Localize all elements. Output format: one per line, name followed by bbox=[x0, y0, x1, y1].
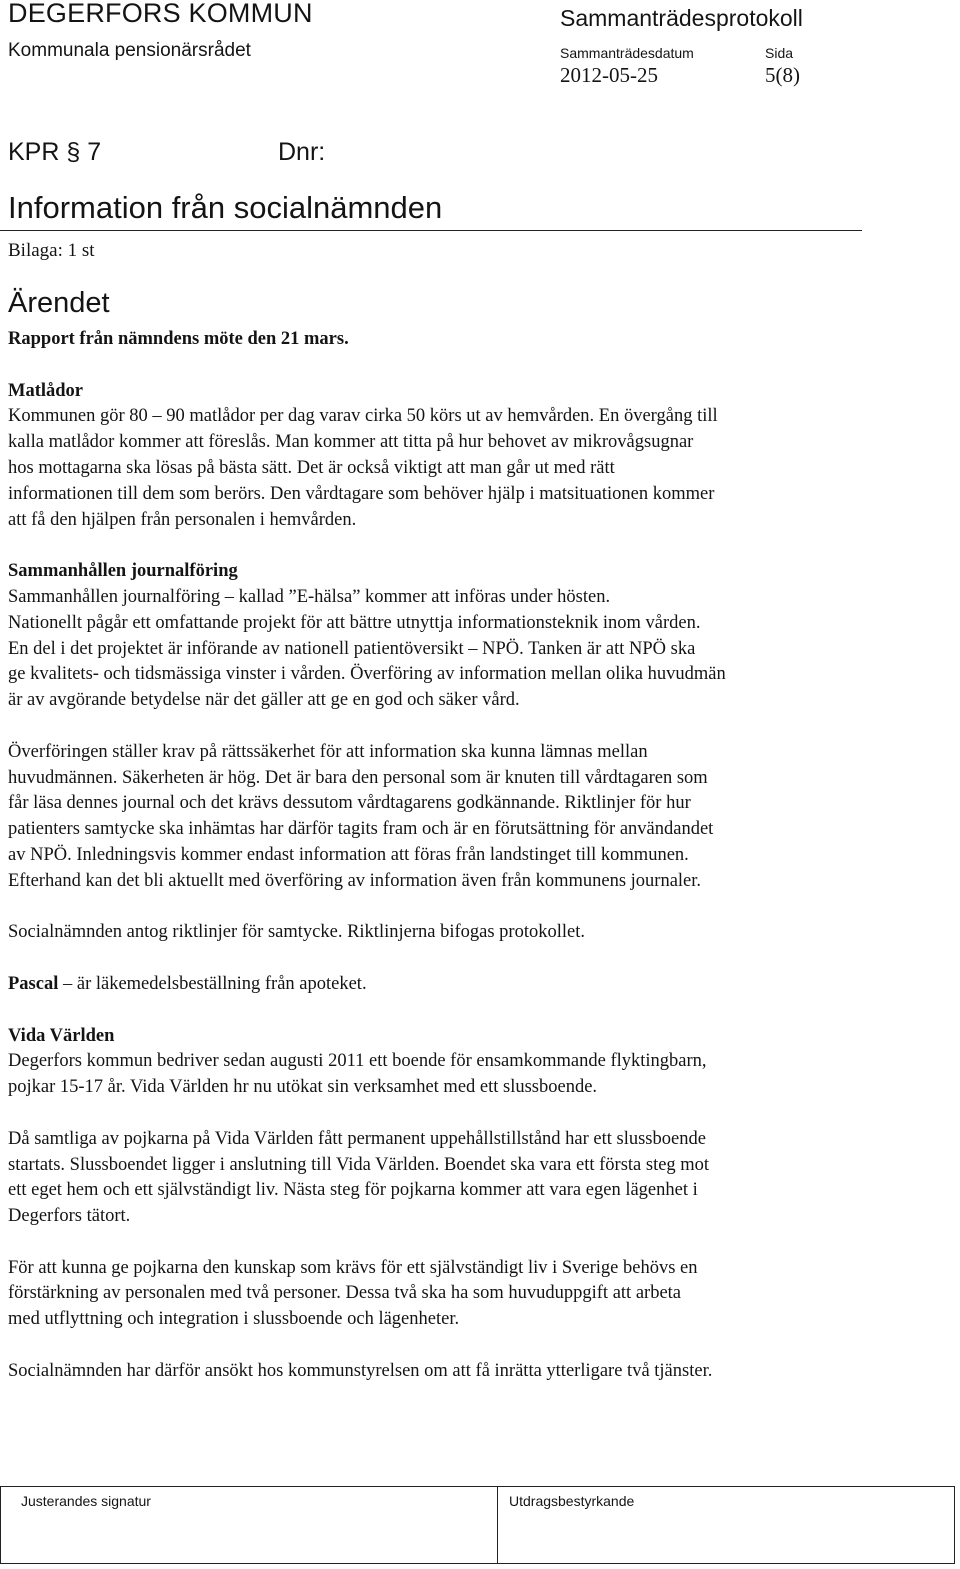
paragraph-line: ge kvalitets- och tidsmässiga vinster i vården. Överföring av information mellan olika huvudmän bbox=[8, 664, 726, 685]
journal-paragraph-1 bbox=[8, 585, 948, 714]
paragraph-line: Nationellt pågår ett omfattande projekt för att bättre utnyttja informationsteknik inom vården. bbox=[8, 612, 701, 633]
pascal-paragraph bbox=[8, 972, 948, 998]
paragraph-line: Då samtliga av pojkarna på Vida Världen fått permanent uppehållstillstånd har ett slussboende bbox=[8, 1128, 706, 1149]
paragraph-line: startats. Slussboendet ligger i anslutning till Vida Världen. Boendet ska vara ett första steg mot bbox=[8, 1154, 710, 1175]
paragraph-line: får läsa dennes journal och det krävs dessutom vårdtagarens godkännande. Riktlinjer för hur bbox=[8, 793, 691, 814]
paragraph-line: En del i det projektet är införande av nationell patientöversikt – NPÖ. Tanken är att NPÖ ska bbox=[8, 638, 696, 659]
paragraph-line: ett eget hem och ett självständigt liv. Nästa steg för pojkarna kommer att vara egen lägenhet i bbox=[8, 1180, 698, 1201]
signature-box bbox=[0, 1486, 955, 1564]
report-title: Rapport från nämndens möte den 21 mars. bbox=[8, 329, 349, 349]
paragraph-line: med utflyttning och integration i slussboende och lägenheter. bbox=[8, 1309, 460, 1330]
paragraph-line: huvudmännen. Säkerheten är hög. Det är bara den personal som är knuten till vårdtagaren som bbox=[8, 767, 708, 788]
dnr-label: Dnr: bbox=[278, 138, 326, 166]
matter-heading: Ärendet bbox=[8, 287, 110, 319]
meeting-date-label: Sammanträdesdatum bbox=[560, 45, 694, 61]
paragraph-line: pojkar 15-17 år. Vida Världen hr nu utökat sin verksamhet med ett slussboende. bbox=[8, 1077, 598, 1098]
paragraph-line: informationen till dem som berörs. Den vårdtagare som behöver hjälp i matsituationen kommer bbox=[8, 483, 715, 504]
pascal-term: Pascal bbox=[8, 973, 59, 994]
matladar-title: Matlådor bbox=[8, 380, 84, 401]
paragraph-line: Degerfors tätort. bbox=[8, 1206, 131, 1227]
vida-paragraph-3 bbox=[8, 1256, 948, 1333]
footer-divider bbox=[497, 1487, 498, 1563]
council-name: Kommunala pensionärsrådet bbox=[8, 40, 251, 61]
journal-paragraph-2 bbox=[8, 740, 948, 895]
paragraph-line: Överföringen ställer krav på rättssäkerhet för att information ska kunna lämnas mellan bbox=[8, 741, 648, 762]
matladar-paragraph bbox=[8, 404, 948, 533]
journal-title: Sammanhållen journalföring bbox=[8, 561, 238, 582]
paragraph-line: kalla matlådor kommer att föreslås. Man kommer att titta på hur behovet av mikrovågsugnar bbox=[8, 432, 694, 453]
page-label: Sida bbox=[765, 45, 794, 61]
paragraph-line: är av avgörande betydelse när det gäller att ge en god och säker vård. bbox=[8, 690, 520, 711]
vida-title: Vida Världen bbox=[8, 1025, 115, 1046]
page-title: Information från socialnämnden bbox=[8, 190, 443, 225]
municipality-name: DEGERFORS KOMMUN bbox=[8, 0, 313, 28]
paragraph-line: För att kunna ge pojkarna den kunskap som krävs för ett självständigt liv i Sverige behövs en bbox=[8, 1257, 698, 1278]
vida-paragraph-2 bbox=[8, 1127, 948, 1230]
paragraph-line: Sammanhållen journalföring – kallad ”E-hälsa” kommer att införas under hösten. bbox=[8, 586, 611, 607]
page-number: 5(8) bbox=[765, 63, 800, 87]
heading-divider bbox=[0, 230, 862, 231]
paragraph-line: av NPÖ. Inledningsvis kommer endast information att föras från landstinget till kommunen. bbox=[8, 844, 689, 865]
paragraph-line: Degerfors kommun bedriver sedan augusti 2011 ett boende för ensamkommande flyktingbarn, bbox=[8, 1051, 707, 1072]
signature-label: Justerandes signatur bbox=[21, 1493, 151, 1509]
section-id: KPR § 7 bbox=[8, 138, 102, 166]
paragraph-line: patienters samtycke ska inhämtas har därför tagits fram och är en förutsättning för användandet bbox=[8, 819, 714, 840]
paragraph-line: hos mottagarna ska lösas på bästa sätt. Det är också viktigt att man går ut med rätt bbox=[8, 457, 615, 478]
paragraph-line: att få den hjälpen från personalen i hemvården. bbox=[8, 509, 357, 530]
document-type: Sammanträdesprotokoll bbox=[560, 5, 803, 31]
document-body bbox=[8, 327, 948, 1385]
extract-label: Utdragsbestyrkande bbox=[509, 1493, 635, 1509]
pascal-definition: – är läkemedelsbeställning från apoteket. bbox=[58, 973, 367, 994]
paragraph-line: Efterhand kan det bli aktuellt med överföring av information även från kommunens journaler. bbox=[8, 870, 702, 891]
attachment-note: Bilaga: 1 st bbox=[8, 240, 95, 261]
paragraph-line: förstärkning av personalen med två personer. Dessa två ska ha som huvuduppgift att arbeta bbox=[8, 1283, 682, 1304]
vida-paragraph-4: Socialnämnden har därför ansökt hos kommunstyrelsen om att få inrätta ytterligare två tjänster. bbox=[8, 1360, 713, 1381]
paragraph-line: Kommunen gör 80 – 90 matlådor per dag varav cirka 50 körs ut av hemvården. En övergång till bbox=[8, 406, 718, 427]
vida-paragraph-1 bbox=[8, 1049, 948, 1101]
meeting-date: 2012-05-25 bbox=[560, 63, 658, 87]
journal-paragraph-3: Socialnämnden antog riktlinjer för samtycke. Riktlinjerna bifogas protokollet. bbox=[8, 922, 585, 943]
